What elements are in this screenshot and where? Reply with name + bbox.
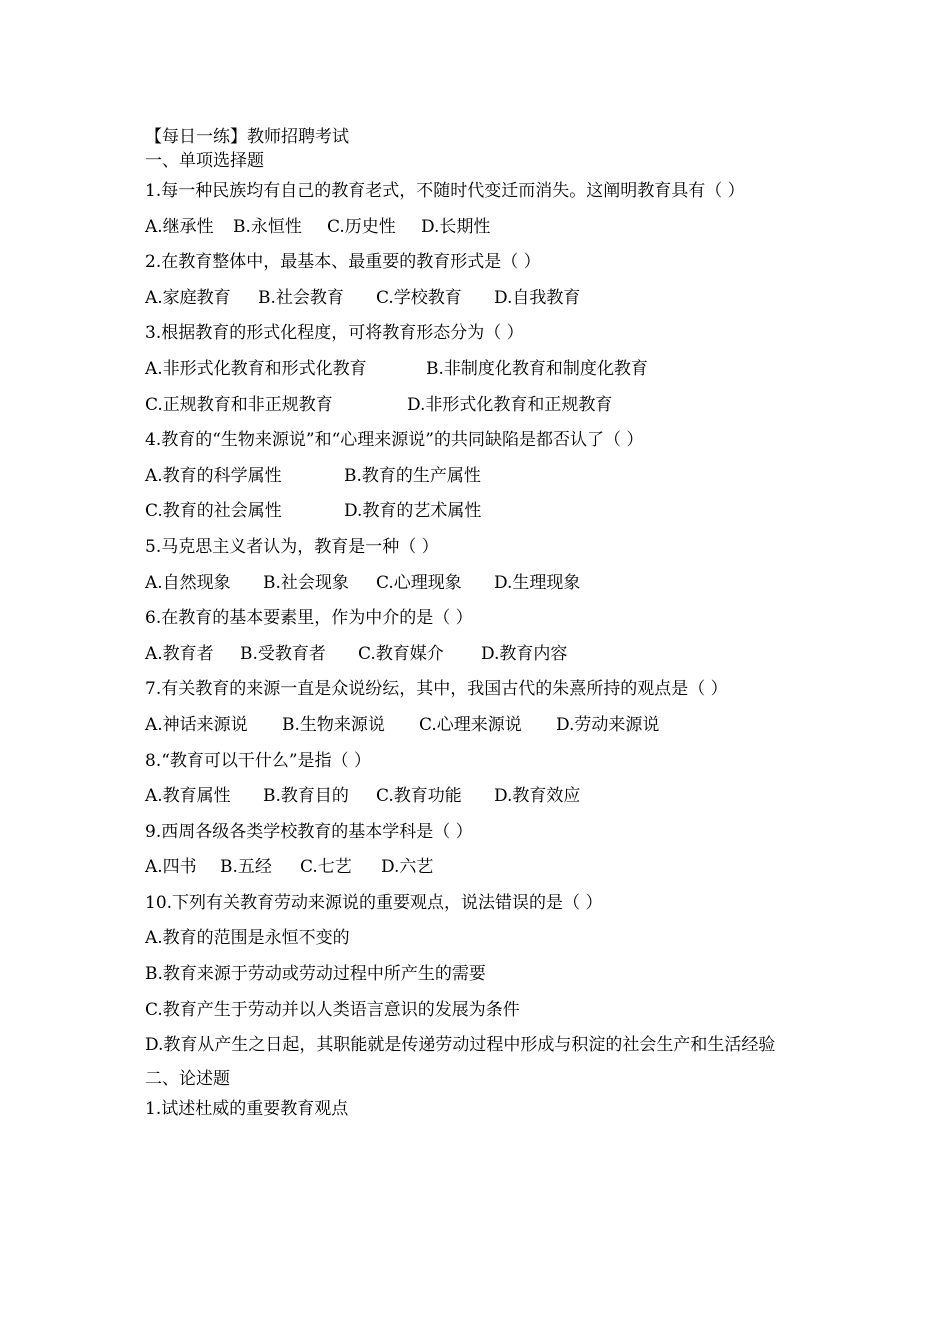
option-b: B.生物来源说: [282, 714, 385, 735]
essay-question-1: [145, 1092, 810, 1128]
option-c: C.教育媒介: [358, 643, 444, 664]
option-a: A.神话来源说: [145, 714, 248, 735]
option-a: A.教育者: [145, 643, 214, 664]
option-row: [145, 352, 810, 388]
option-d: D.教育内容: [481, 643, 568, 664]
question-stem: 4.教育的“生物来源说”和“心理来源说”的共同缺陷是都否认了（ ）: [145, 430, 644, 451]
option-c: C.教育产生于劳动并以人类语言意识的发展为条件: [145, 999, 520, 1020]
option-a: A.教育的范围是永恒不变的: [145, 928, 350, 949]
question-8: [145, 744, 810, 815]
option-d: D.教育效应: [494, 786, 581, 807]
option-b: B.受教育者: [240, 643, 326, 664]
option-b: B.教育来源于劳动或劳动过程中所产生的需要: [145, 964, 486, 985]
option-row: [145, 281, 810, 317]
question-stem: 1.每一种民族均有自己的教育老式，不随时代变迁而消失。这阐明教育具有（ ）: [145, 181, 745, 201]
option-d: D.六艺: [381, 857, 434, 878]
question-10: [145, 886, 810, 1064]
option-b: B.教育目的: [263, 786, 349, 807]
question-6: [145, 601, 810, 672]
option-a: A.教育的科学属性: [145, 465, 282, 486]
option-row: [145, 494, 810, 530]
option-c: C.历史性: [327, 216, 396, 237]
option-a: A.自然现象: [145, 572, 231, 593]
question-5: [145, 530, 810, 601]
option-d: D.自我教育: [494, 287, 581, 308]
option-d: D.教育的艺术属性: [344, 501, 482, 522]
question-stem: 5.马克思主义者认为，教育是一种（ ）: [145, 536, 439, 557]
question-stem: 2.在教育整体中，最基本、最重要的教育形式是（ ）: [145, 252, 541, 273]
option-row: [145, 637, 810, 673]
option-row: [145, 708, 810, 744]
question-9: [145, 815, 810, 886]
option-b: B.社会教育: [258, 287, 344, 308]
option-b: B.永恒性: [233, 216, 302, 237]
question-stem: 3.根据教育的形式化程度，可将教育形态分为（ ）: [145, 323, 524, 344]
option-a: A.继承性: [145, 216, 214, 237]
option-c: C.教育的社会属性: [145, 501, 282, 522]
option-row: [145, 459, 810, 495]
question-3: [145, 316, 810, 423]
option-row: [145, 779, 810, 815]
document-title: 【每日一练】教师招聘考试: [145, 127, 349, 147]
option-row: [145, 850, 810, 886]
option-row: [145, 566, 810, 602]
document-body: [145, 126, 810, 1127]
question-stem: 8.“教育可以干什么”是指（ ）: [145, 750, 372, 771]
option-c: C.七艺: [300, 857, 352, 878]
option-b: B.社会现象: [263, 572, 349, 593]
option-a: A.教育属性: [145, 786, 231, 807]
option-b: B.非制度化教育和制度化教育: [426, 358, 648, 379]
option-a: A.四书: [145, 857, 197, 878]
question-1: [145, 174, 810, 245]
option-c: C.学校教育: [376, 287, 462, 308]
option-d: D.非形式化教育和正规教育: [407, 394, 613, 415]
option-a: A.非形式化教育和形式化教育: [145, 358, 367, 379]
option-row: [145, 210, 810, 246]
option-b: B.五经: [220, 857, 272, 878]
section-heading-essay: 二、论述题: [145, 1068, 230, 1089]
option-d: D.劳动来源说: [556, 714, 660, 735]
option-c: C.心理来源说: [419, 714, 522, 735]
option-d: D.教育从产生之日起，其职能就是传递劳动过程中形成与积淀的社会生产和生活经验: [145, 1035, 776, 1056]
question-stem: 9.西周各级各类学校教育的基本学科是（ ）: [145, 821, 473, 842]
option-d: D.长期性: [421, 216, 491, 237]
option-row: [145, 388, 810, 424]
question-stem: 10.下列有关教育劳动来源说的重要观点，说法错误的是（ ）: [145, 892, 603, 913]
option-a: A.家庭教育: [145, 287, 231, 308]
essay-question-text: 1.试述杜威的重要教育观点: [145, 1098, 349, 1119]
option-c: C.心理现象: [376, 572, 462, 593]
question-stem: 6.在教育的基本要素里，作为中介的是（ ）: [145, 608, 473, 629]
question-stem: 7.有关教育的来源一直是众说纷纭，其中，我国古代的朱熹所持的观点是（ ）: [145, 679, 728, 700]
option-d: D.生理现象: [494, 572, 581, 593]
question-2: [145, 245, 810, 316]
option-b: B.教育的生产属性: [344, 465, 481, 486]
question-4: [145, 423, 810, 530]
option-c: C.教育功能: [376, 786, 462, 807]
option-c: C.正规教育和非正规教育: [145, 394, 333, 415]
section-heading-single-choice: 一、单项选择题: [145, 151, 264, 171]
question-7: [145, 672, 810, 743]
